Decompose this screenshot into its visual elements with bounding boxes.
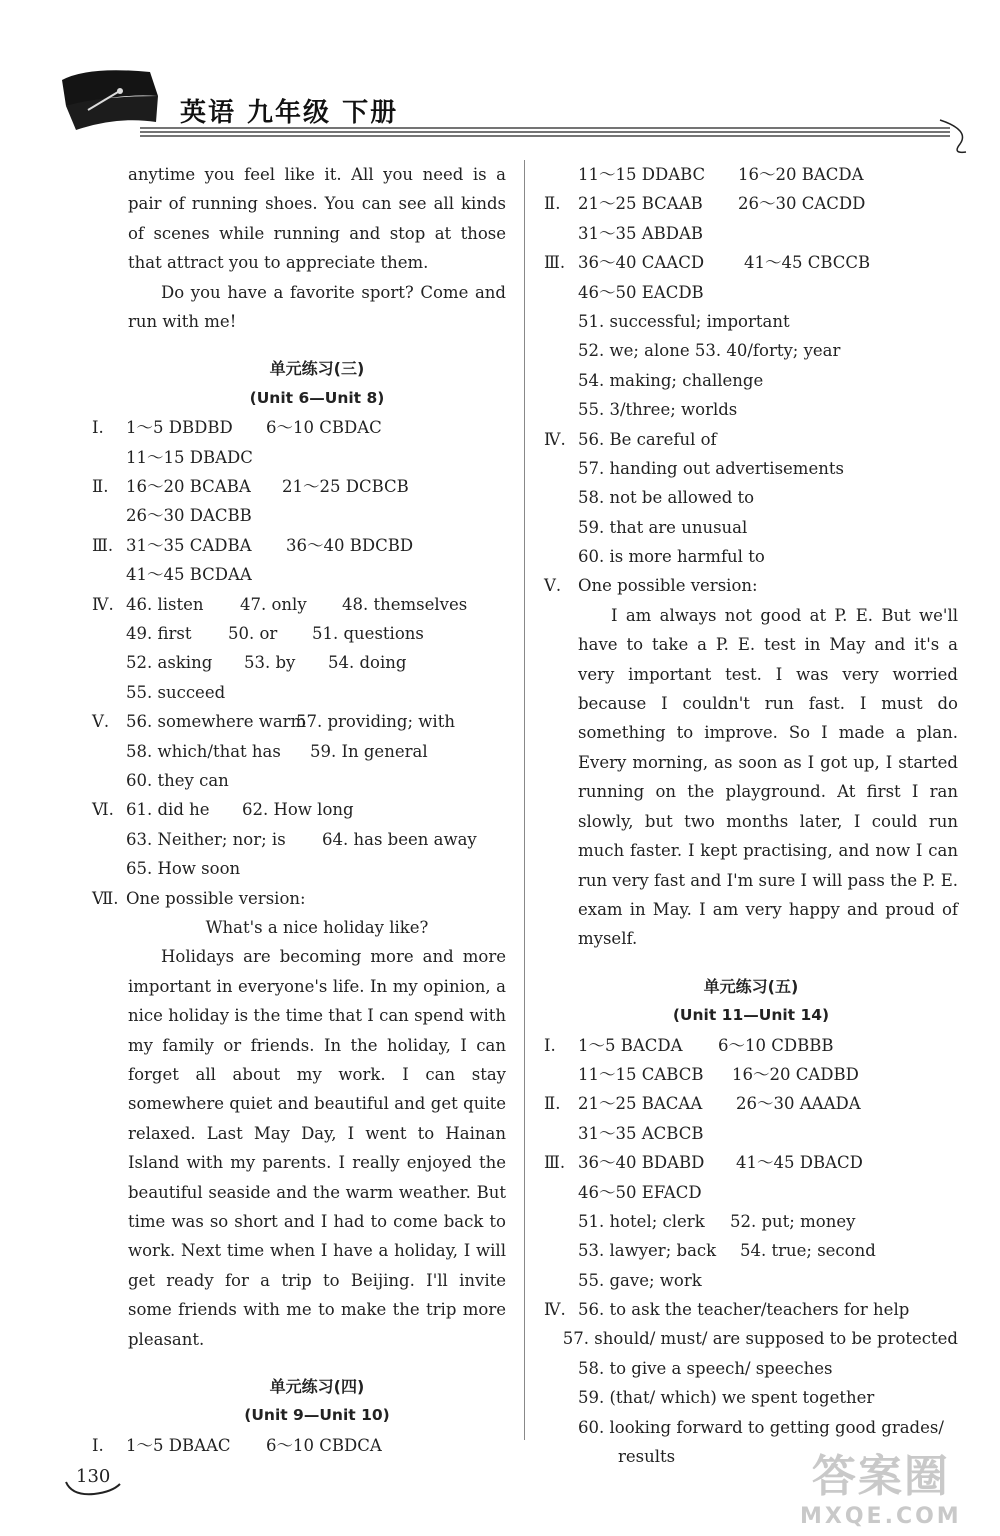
answer-row: 49. first 50. or 51. questions <box>126 623 424 643</box>
answer-row: Ⅲ. 31～35 CADBA 36～40 BDCBD <box>92 535 414 555</box>
answer-row: 51. successful; important <box>578 311 790 331</box>
section-title: 单元练习(四) <box>269 1376 365 1396</box>
answer-row: 52. asking 53. by 54. doing <box>126 653 407 673</box>
answer-row: 51. hotel; clerk 52. put; money <box>578 1211 856 1231</box>
page-header <box>0 0 1000 160</box>
answer-row: 55. 3/three; worlds <box>578 400 738 420</box>
section-subtitle: (Unit 6—Unit 8) <box>249 388 385 407</box>
answer-row: Ⅰ. 1～5 DBDBD 6～10 CBDAC <box>92 418 382 438</box>
answer-row: 55. gave; work <box>578 1270 702 1290</box>
header-rule <box>140 118 985 158</box>
answer-row: results <box>618 1447 676 1467</box>
answer-row: 60. looking forward to getting good grades/ <box>578 1417 944 1437</box>
answer-row: 26～30 DACBB <box>126 506 252 526</box>
answer-row: Ⅳ. 56. Be careful of <box>544 429 717 449</box>
answer-row: 60. is more harmful to <box>578 547 765 567</box>
answer-row: Ⅴ. One possible version: <box>544 576 758 596</box>
answer-row: 11～15 CABCB 16～20 CADBD <box>578 1064 859 1084</box>
answer-row: Ⅶ. One possible version: <box>92 888 306 908</box>
answer-row: 46～50 EFACD <box>578 1182 702 1202</box>
answer-row: 59. that are unusual <box>578 517 748 537</box>
answer-row: 60. they can <box>126 770 229 790</box>
answer-row: 58. which/that has 59. In general <box>126 741 428 761</box>
answer-row: 59. (that/ which) we spent together <box>578 1388 875 1408</box>
answer-row: 11～15 DDABC 16～20 BACDA <box>578 165 864 184</box>
answer-row: Ⅴ. 56. somewhere warm 57. providing; with <box>92 712 455 732</box>
section-subtitle: (Unit 11—Unit 14) <box>672 1006 830 1025</box>
watermark: 答案圈 MXQE.COM <box>800 1451 962 1529</box>
answer-row: 54. making; challenge <box>578 370 764 390</box>
essay-paragraph: Holidays are becoming more and more important in everyone's life. In my opinion, a nice holiday is the time that I can spend with my family or friends. In the holiday, I can forget all about my work. I can stay somewhere quiet and beautiful and get quite relaxed. Last May Day, I went to Hainan Island with my parents. I really enjoyed the beautiful seaside and the warm weather. But time was so short and I had to come back to work. Next time when I have a holiday, I will get ready for a trip to Beijing. I'll invite some friends with me to make the trip more pleasant. <box>128 947 506 1349</box>
answer-row: 31～35 ACBCB <box>578 1123 704 1143</box>
answer-row: 57. should/ must/ are supposed to be protected <box>562 1329 958 1349</box>
answer-row: 58. not be allowed to <box>578 488 755 508</box>
answer-row: Ⅵ. 61. did he 62. How long <box>92 800 354 820</box>
answer-row: Ⅰ. 1～5 BACDA 6～10 CDBBB <box>544 1035 834 1055</box>
section-title: 单元练习(三) <box>269 359 365 379</box>
right-column <box>544 160 958 1471</box>
answer-row: Ⅱ. 21～25 BACAA 26～30 AAADA <box>544 1094 861 1114</box>
left-column <box>92 160 506 1460</box>
answer-row: 11～15 DBADC <box>126 447 253 467</box>
answer-row: 46～50 EACDB <box>578 282 704 302</box>
intro-paragraph: anytime you feel like it. All you need is a pair of running shoes. You can see all kinds of scenes while running and stop at those that attract you to appreciate them. <box>128 165 506 273</box>
page-number: 130 <box>76 1466 111 1487</box>
answer-row: 57. handing out advertisements <box>578 458 844 478</box>
answer-row: 63. Neither; nor; is 64. has been away <box>126 829 477 849</box>
answer-row: Ⅰ. 1～5 DBAAC 6～10 CBDCA <box>92 1435 382 1455</box>
answer-row: 53. lawyer; back 54. true; second <box>578 1241 876 1261</box>
answer-row: Ⅳ. 46. listen 47. only 48. themselves <box>92 594 468 614</box>
answer-row: 31～35 ABDAB <box>578 223 704 243</box>
essay-title: What's a nice holiday like? <box>205 917 429 937</box>
answer-row: 65. How soon <box>126 859 241 879</box>
answer-row: 41～45 BCDAA <box>126 565 252 585</box>
answer-row: Ⅲ. 36～40 BDABD 41～45 DBACD <box>544 1153 863 1173</box>
book-title: 英语 九年级 下册 <box>180 98 399 128</box>
answer-row: Ⅱ. 21～25 BCAAB 26～30 CACDD <box>544 194 866 214</box>
answer-row: Ⅲ. 36～40 CAACD 41～45 CBCCB <box>544 253 871 273</box>
answer-row: Ⅱ. 16～20 BCABA 21～25 DCBCB <box>92 477 409 497</box>
column-divider <box>524 160 525 1440</box>
answer-row: 55. succeed <box>126 682 226 702</box>
answer-row: 58. to give a speech/ speeches <box>578 1358 833 1378</box>
answer-row: 52. we; alone 53. 40/forty; year <box>578 341 841 361</box>
section-subtitle: (Unit 9—Unit 10) <box>244 1406 390 1425</box>
essay-paragraph: I am always not good at P. E. But we'll have to take a P. E. test in May and it's a very important test. I was very worried because I couldn't run fast. I must do something to improve. So I made a plan. Every morning, as soon as I got up, I started running on the playground. At first I ran slowly, but two months later, I could run much faster. I kept practising, and now I can run very fast and I'm sure I will pass the P. E. exam in May. I am very happy and proud of myself. <box>578 605 958 949</box>
answer-row: Ⅳ. 56. to ask the teacher/teachers for help <box>544 1300 910 1320</box>
section-title: 单元练习(五) <box>703 976 799 996</box>
closing-paragraph: Do you have a favorite sport? Come and run with me! <box>128 282 506 332</box>
